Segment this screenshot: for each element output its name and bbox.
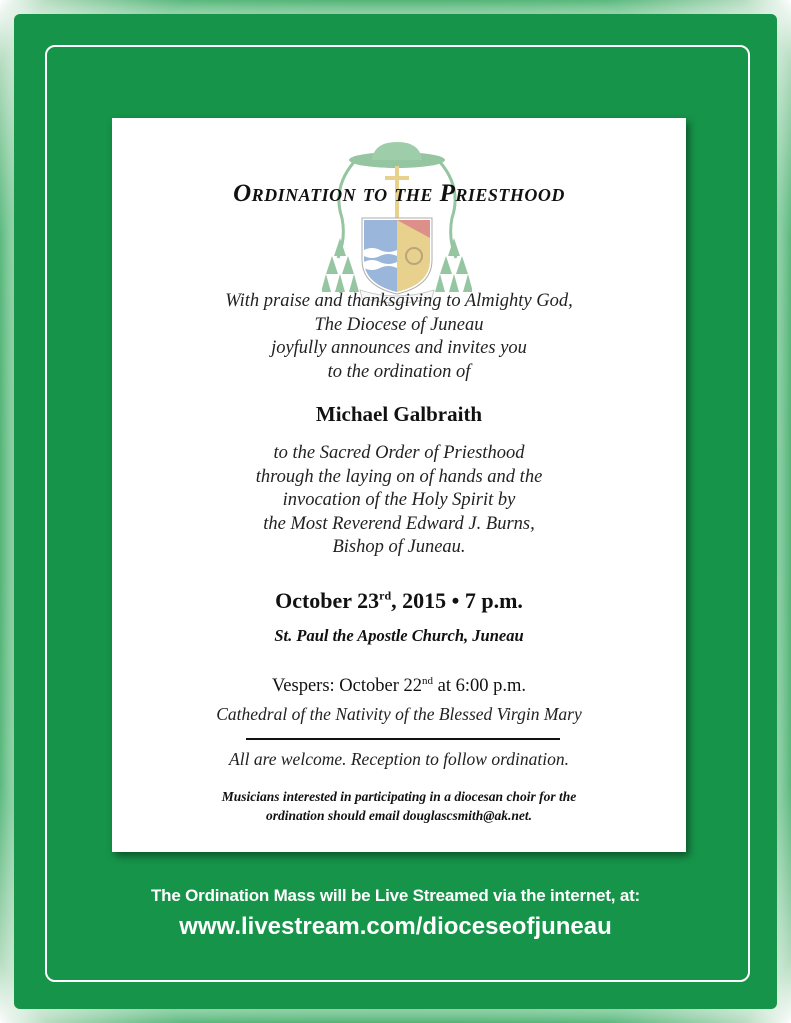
galero-crown: [372, 142, 422, 160]
vespers-location: Cathedral of the Nativity of the Blessed Virgin Mary: [216, 704, 582, 724]
description-line: Bishop of Juneau.: [332, 537, 466, 557]
welcome-text: All are welcome. Reception to follow ordination.: [229, 749, 569, 769]
vespers-ordinal: nd: [422, 675, 433, 687]
musicians-note: [142, 787, 656, 825]
intro-line: The Diocese of Juneau: [314, 314, 484, 335]
description-line: to the Sacred Order of Priesthood: [273, 443, 525, 463]
divider: [246, 738, 560, 740]
invitation-card: [112, 118, 686, 852]
intro-text: [112, 290, 686, 384]
description-line: through the laying on of hands and the: [255, 466, 543, 487]
ordinand-name: Michael Galbraith: [315, 402, 483, 426]
intro-line: joyfully announces and invites you: [271, 338, 527, 358]
note-line: Musicians interested in participating in a diocesan choir for the: [221, 789, 577, 804]
date-time: , 2015 • 7 p.m.: [391, 588, 523, 613]
event-date: [112, 588, 686, 614]
coat-of-arms-icon: [322, 138, 472, 303]
vespers-text: Vespers: October 22: [271, 676, 422, 697]
page-title: Ordination to the Priesthood: [233, 180, 565, 207]
vespers-time: at 6:00 p.m.: [433, 676, 527, 697]
ordination-description: [112, 442, 686, 560]
livestream-notice: The Ordination Mass will be Live Streamed via the internet, at:: [150, 886, 641, 905]
description-line: invocation of the Holy Spirit by: [282, 490, 516, 510]
livestream-url[interactable]: www.livestream.com/dioceseofjuneau: [179, 913, 612, 940]
description-line: the Most Reverend Edward J. Burns,: [263, 513, 535, 534]
intro-line: to the ordination of: [327, 361, 471, 382]
note-line: ordination should email douglascsmith@ak.net.: [266, 808, 532, 823]
intro-line: With praise and thanksgiving to Almighty God,: [225, 291, 573, 311]
date-ordinal: rd: [379, 588, 392, 603]
event-location: St. Paul the Apostle Church, Juneau: [274, 626, 524, 645]
date-text: October 23: [275, 588, 380, 613]
vespers-date: [112, 675, 686, 697]
